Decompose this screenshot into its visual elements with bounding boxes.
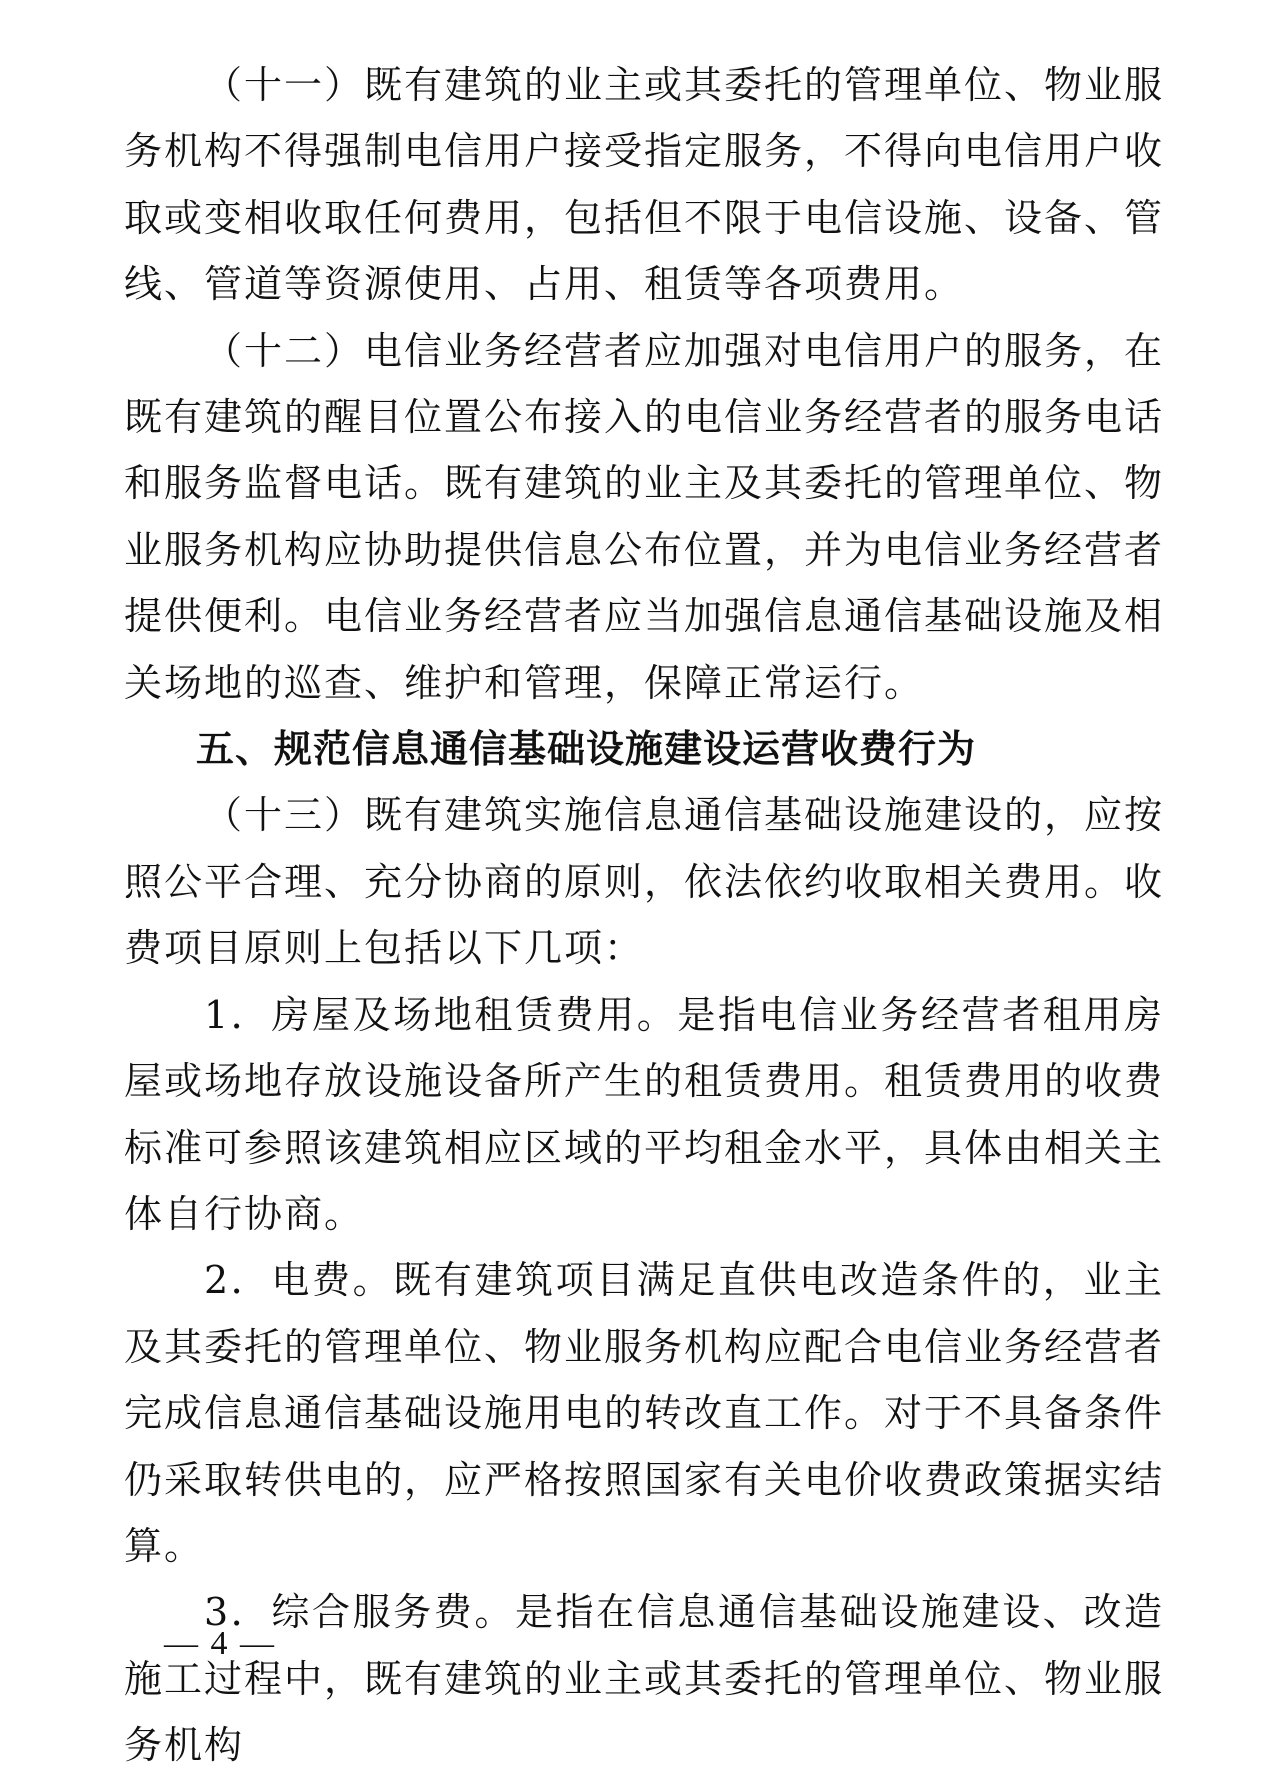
paragraph-eleven: （十一）既有建筑的业主或其委托的管理单位、物业服务机构不得强制电信用户接受指定服务，不得向电信用户收取或变相收取任何费用，包括但不限于电信设施、设备、管线、管道等资源使用、占用、租赁等各项费用。	[124, 63, 1165, 307]
list-item-electricity-fee: 2．电费。既有建筑项目满足直供电改造条件的，业主及其委托的管理单位、物业服务机构应配合电信业务经营者完成信息通信基础设施用电的转改直工作。对于不具备条件仍采取转供电的，应严格按照国家有关电价收费政策据实结算。	[124, 1258, 1165, 1568]
list-item-service-fee: 3．综合服务费。是指在信息通信基础设施建设、改造施工过程中，既有建筑的业主或其委托的管理单位、物业服务机构	[124, 1590, 1165, 1768]
paragraph-thirteen: （十三）既有建筑实施信息通信基础设施建设的，应按照公平合理、充分协商的原则，依法依约收取相关费用。收费项目原则上包括以下几项：	[124, 793, 1165, 971]
list-item-rent-fee: 1．房屋及场地租赁费用。是指电信业务经营者租用房屋或场地存放设施设备所产生的租赁费用。租赁费用的收费标准可参照该建筑相应区域的平均租金水平，具体由相关主体自行协商。	[124, 992, 1165, 1236]
page-number: — 4 —	[164, 1625, 276, 1662]
section-heading-five: 五、规范信息通信基础设施建设运营收费行为	[196, 727, 977, 772]
document-body	[124, 52, 1164, 1779]
paragraph-twelve: （十二）电信业务经营者应加强对电信用户的服务，在既有建筑的醒目位置公布接入的电信业务经营者的服务电话和服务监督电话。既有建筑的业主及其委托的管理单位、物业服务机构应协助提供信息公布位置，并为电信业务经营者提供便利。电信业务经营者应当加强信息通信基础设施及相关场地的巡查、维护和管理，保障正常运行。	[124, 328, 1165, 705]
